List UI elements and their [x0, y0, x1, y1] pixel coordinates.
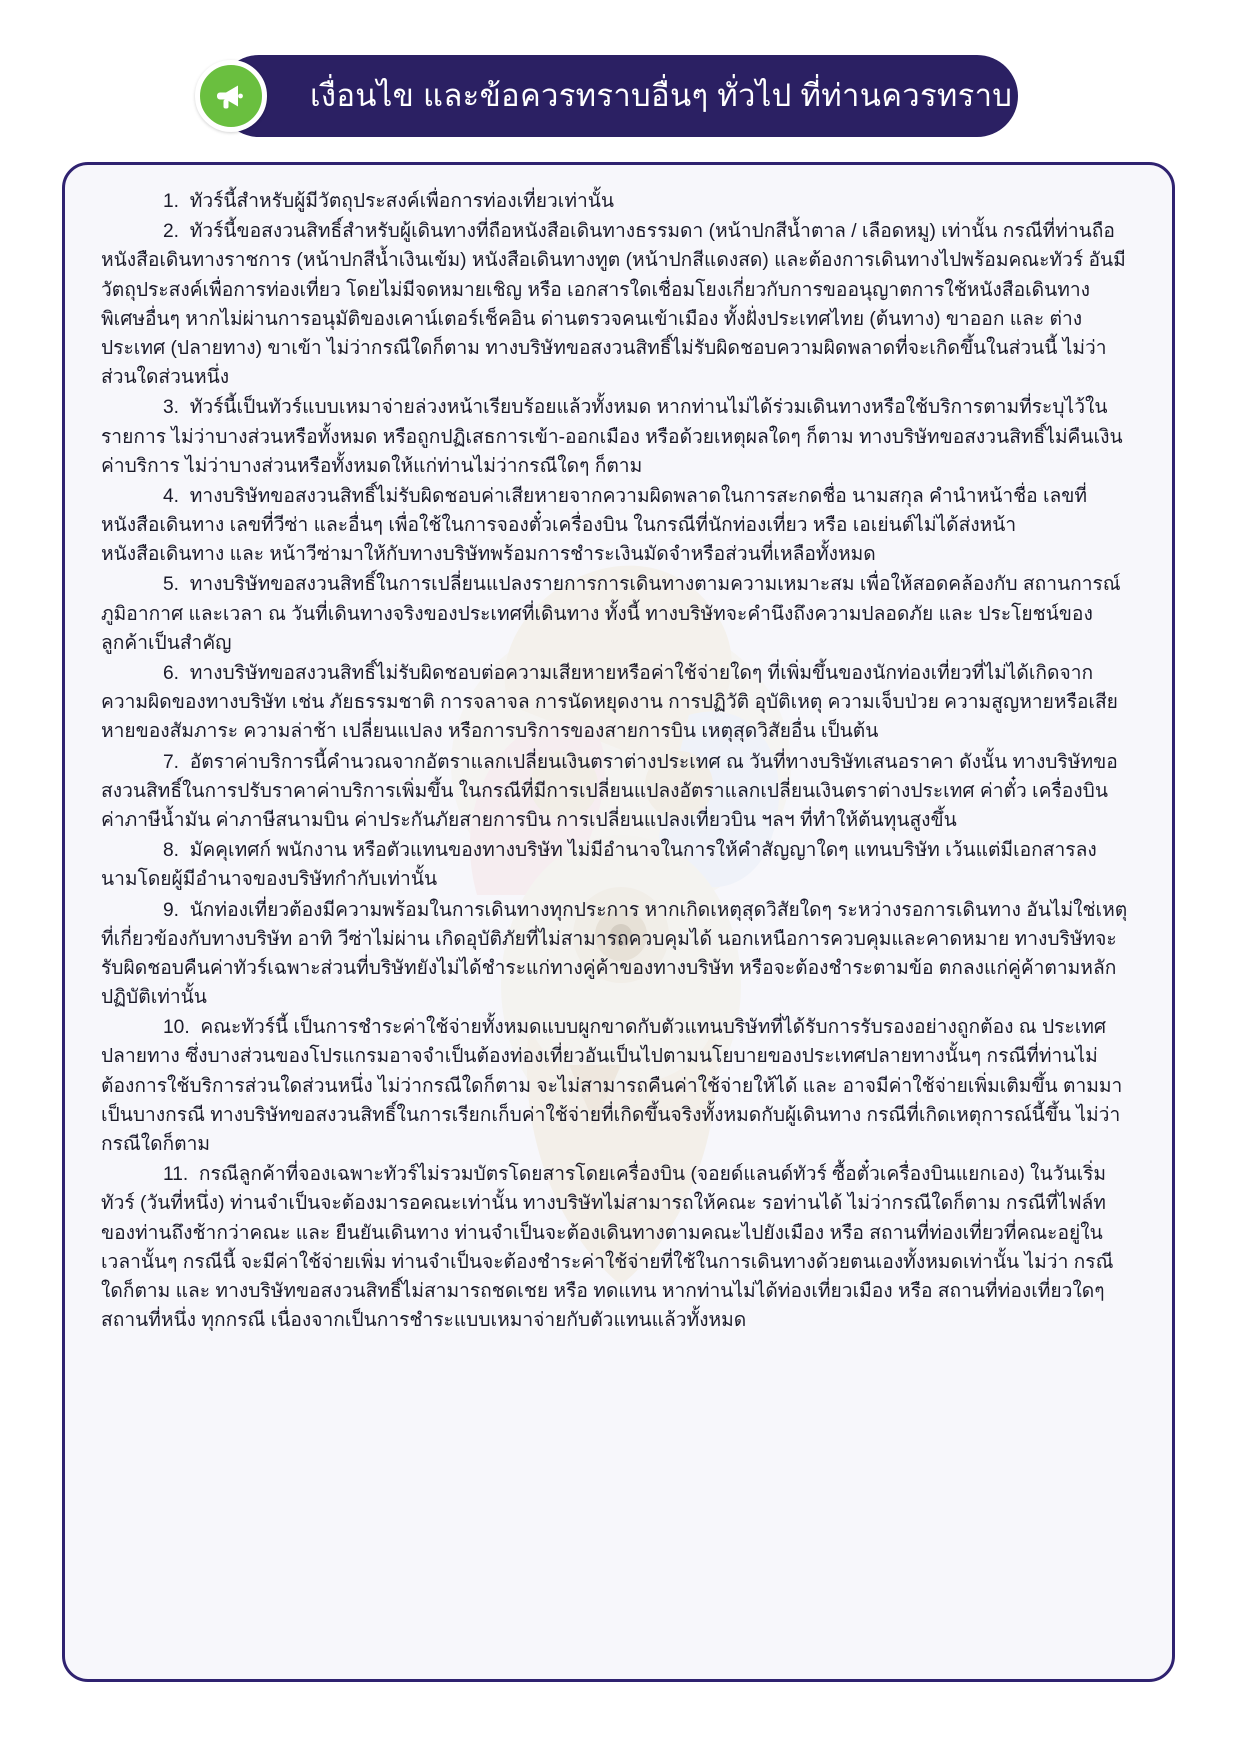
terms-item-number: 8.: [163, 840, 180, 862]
terms-item: [101, 896, 1132, 1013]
terms-item: [101, 570, 1132, 658]
terms-item: [101, 393, 1132, 481]
terms-item-text: มัคคุเทศก์ พนักงาน หรือตัวแทนของทางบริษัท ไม่มีอำนาจในการให้คำสัญญาใดๆ แทนบริษัท เว้นแต่มีเอกสารลงนามโดยผู้มีอำนาจของบริษัทกำกับเท่านั้น: [101, 840, 1097, 891]
megaphone-icon: [195, 60, 267, 132]
header-banner: [218, 55, 1018, 137]
terms-item-number: 7.: [163, 751, 180, 773]
terms-item-text: ทางบริษัทขอสงวนสิทธิ์ไม่รับผิดชอบต่อความเสียหายหรือค่าใช้จ่ายใดๆ ที่เพิ่มขึ้นของนักท่องเที่ยวที่ไม่ได้เกิดจากความผิดของทางบริษัท เช่น ภัยธรรมชาติ การจลาจล การนัดหยุดงาน การปฏิวัติ อุบัติเหตุ ความเจ็บป่วย ความสูญหายหรือเสียหายของสัมภาระ ความล่าช้า เปลี่ยนแปลง หรือการบริการของสายการบิน เหตุสุดวิสัยอื่น เป็นต้น: [101, 663, 1118, 743]
terms-item: [101, 1013, 1132, 1159]
terms-item-text: ทางบริษัทขอสงวนสิทธิ์ไม่รับผิดชอบค่าเสียหายจากความผิดพลาดในการสะกดชื่อ นามสกุล คำนำหน้าชื่อ เลขที่หนังสือเดินทาง เลขที่วีซ่า และอื่นๆ เพื่อใช้ในการจองตั๋วเครื่องบิน ในกรณีที่นักท่องเที่ยว หรือ เอเย่นต์ไม่ได้ส่งหน้าหนังสือเดินทาง และ หน้าวีซ่ามาให้กับทางบริษัทพร้อมการชำระเงินมัดจำหรือส่วนที่เหลือทั้งหมด: [101, 485, 1088, 566]
terms-item: [101, 482, 1132, 570]
terms-body: [65, 165, 1172, 1356]
page-title: เงื่อนไข และข้อควรทราบอื่นๆ ทั่วไป ที่ท่านควรทราบ: [310, 78, 1013, 114]
terms-item-number: 3.: [163, 397, 180, 419]
terms-item-text: ทัวร์นี้สำหรับผู้มีวัตถุประสงค์เพื่อการท่องเที่ยวเท่านั้น: [189, 191, 615, 212]
terms-item: [101, 217, 1132, 392]
terms-item-number: 11.: [163, 1164, 189, 1186]
terms-item: [101, 659, 1132, 747]
terms-item-text: กรณีลูกค้าที่จองเฉพาะทัวร์ไม่รวมบัตรโดยสารโดยเครื่องบิน (จอยด์แลนด์ทัวร์ ซื้อตั๋วเครื่องบินแยกเอง) ในวันเริ่มทัวร์ (วันที่หนึ่ง) ท่านจำเป็นจะต้องมารอคณะเท่านั้น ทางบริษัทไม่สามารถให้คณะ รอท่านได้ ไม่ว่ากรณีใดก็ตาม กรณีที่ไฟล์ทของท่านถึงช้ากว่าคณะ และ ยืนยันเดินทาง ท่านจำเป็นจะต้องเดินทางตามคณะไปยังเมือง หรือ สถานที่ท่องเที่ยวที่คณะอยู่ในเวลานั้นๆ กรณีนี้ จะมีค่าใช้จ่ายเพิ่ม ท่านจำเป็นจะต้องชำระค่าใช้จ่ายที่ใช้ในการเดินทางด้วยตนเองทั้งหมดเท่านั้น ไม่ว่า กรณีใดก็ตาม และ ทางบริษัทขอสงวนสิทธิ์ไม่สามารถชดเชย หรือ ทดแทน หากท่านไม่ได้ท่องเที่ยวเมือง หรือ สถานที่ท่องเที่ยวใดๆ สถานที่หนึ่ง ทุกกรณี เนื่องจากเป็นการชำระแบบเหมาจ่ายกับตัวแทนแล้วทั้งหมด: [101, 1164, 1114, 1332]
terms-item: [101, 187, 1132, 216]
terms-item-number: 6.: [163, 663, 180, 684]
terms-item-text: นักท่องเที่ยวต้องมีความพร้อมในการเดินทางทุกประการ หากเกิดเหตุสุดวิสัยใดๆ ระหว่างรอการเดินทาง อันไม่ใช่เหตุที่เกี่ยวข้องกับทางบริษัท อาทิ วีซ่าไม่ผ่าน เกิดอุบัติภัยที่ไม่สามารถควบคุมได้ นอกเหนือการควบคุมและคาดหมาย ทางบริษัทจะรับผิดชอบคืนค่าทัวร์เฉพาะส่วนที่บริษัทยังไม่ได้ชำระแก่ทางคู่ค้าของทางบริษัท หรือจะต้องชำระตามข้อ ตกลงแก่คู่ค้าตามหลักปฏิบัติเท่านั้น: [101, 899, 1128, 1009]
terms-item-number: 9.: [163, 899, 180, 921]
terms-item: [101, 836, 1132, 894]
terms-item-number: 10.: [163, 1017, 190, 1039]
terms-item-text: ทางบริษัทขอสงวนสิทธิ์ในการเปลี่ยนแปลงรายการการเดินทางตามความเหมาะสม เพื่อให้สอดคล้องกับ สถานการณ์ ภูมิอากาศ และเวลา ณ วันที่เดินทางจริงของประเทศที่เดินทาง ทั้งนี้ ทางบริษัทจะคำนึงถึงความปลอดภัย และ ประโยชน์ของลูกค้าเป็นสำคัญ: [101, 574, 1121, 654]
terms-item-text: ทัวร์นี้เป็นทัวร์แบบเหมาจ่ายล่วงหน้าเรียบร้อยแล้วทั้งหมด หากท่านไม่ได้ร่วมเดินทางหรือใช้บริการตามที่ระบุไว้ในรายการ ไม่ว่าบางส่วนหรือทั้งหมด หรือถูกปฏิเสธการเข้า-ออกเมือง หรือด้วยเหตุผลใดๆ ก็ตาม ทางบริษัทขอสงวนสิทธิ์ไม่คืนเงินค่าบริการ ไม่ว่าบางส่วนหรือทั้งหมดให้แก่ท่านไม่ว่ากรณีใดๆ ก็ตาม: [101, 397, 1123, 477]
terms-item-number: 2.: [163, 221, 180, 243]
terms-item-number: 4.: [163, 485, 180, 507]
terms-item-number: 5.: [163, 574, 180, 596]
terms-item: [101, 748, 1132, 836]
terms-item-text: ทัวร์นี้ขอสงวนสิทธิ์สำหรับผู้เดินทางที่ถือหนังสือเดินทางธรรมดา (หน้าปกสีน้ำตาล / เลือดหมู) เท่านั้น กรณีที่ท่านถือหนังสือเดินทางราชการ (หน้าปกสีน้ำเงินเข้ม) หนังสือเดินทางทูต (หน้าปกสีแดงสด) และต้องการเดินทางไปพร้อมคณะทัวร์ อันมีวัตถุประสงค์เพื่อการท่องเที่ยว โดยไม่มีจดหมายเชิญ หรือ เอกสารใดเชื่อมโยงเกี่ยวกับการขออนุญาตการใช้หนังสือเดินทางพิเศษอื่นๆ หากไม่ผ่านการอนุมัติของเคาน์เตอร์เช็คอิน ด่านตรวจคนเข้าเมือง ทั้งฝั่งประเทศไทย (ต้นทาง) ขาออก และ ต่างประเทศ (ปลายทาง) ขาเข้า ไม่ว่ากรณีใดก็ตาม ทางบริษัทขอสงวนสิทธิ์ไม่รับผิดชอบความผิดพลาดที่จะเกิดขึ้นในส่วนนี้ ไม่ว่าส่วนใดส่วนหนึ่ง: [101, 221, 1126, 389]
terms-card: [62, 162, 1175, 1682]
terms-item: [101, 1160, 1132, 1335]
terms-item-text: อัตราค่าบริการนี้คำนวณจากอัตราแลกเปลี่ยนเงินตราต่างประเทศ ณ วันที่ทางบริษัทเสนอราคา ดังนั้น ทางบริษัทขอสงวนสิทธิ์ในการปรับราคาค่าบริการเพิ่มขึ้น ในกรณีที่มีการเปลี่ยนแปลงอัตราแลกเปลี่ยนเงินตราต่างประเทศ ค่าตั๋ว เครื่องบิน ค่าภาษีน้ำมัน ค่าภาษีสนามบิน ค่าประกันภัยสายการบิน การเปลี่ยนแปลงเที่ยวบิน ฯลฯ ที่ทำให้ต้นทุนสูงขึ้น: [101, 751, 1118, 831]
terms-list: [101, 187, 1132, 1335]
terms-item-number: 1.: [163, 191, 180, 212]
terms-item-text: คณะทัวร์นี้ เป็นการชำระค่าใช้จ่ายทั้งหมดแบบผูกขาดกับตัวแทนบริษัทที่ได้รับการรับรองอย่างถูกต้อง ณ ประเทศปลายทาง ซึ่งบางส่วนของโปรแกรมอาจจำเป็นต้องท่องเที่ยวอันเป็นไปตามนโยบายของประเทศปลายทางนั้นๆ กรณีที่ท่านไม่ต้องการใช้บริการส่วนใดส่วนหนึ่ง ไม่ว่ากรณีใดก็ตาม จะไม่สามารถคืนค่าใช้จ่ายให้ได้ และ อาจมีค่าใช้จ่ายเพิ่มเติมขึ้น ตามมาเป็นบางกรณี ทางบริษัทขอสงวนสิทธิ์ในการเรียกเก็บค่าใช้จ่ายที่เกิดขึ้นจริงทั้งหมดกับผู้เดินทาง กรณีที่เกิดเหตุการณ์นี้ขึ้น ไม่ว่ากรณีใดก็ตาม: [101, 1017, 1123, 1155]
